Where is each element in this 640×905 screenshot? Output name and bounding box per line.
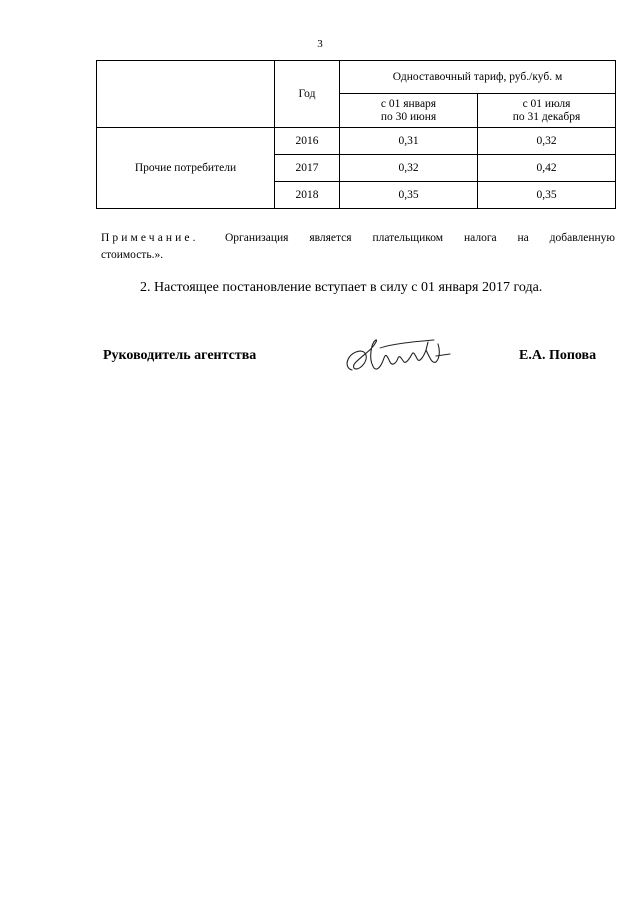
consumer-cell: Прочие потребители: [97, 128, 275, 209]
tariff-cell-period-1: 0,31: [340, 128, 478, 155]
page-number: 3: [317, 38, 323, 50]
period-2-header: [478, 94, 616, 128]
table-row: [97, 128, 616, 155]
tariff-cell-period-2: 0,42: [478, 155, 616, 182]
note-label: Примечание.: [101, 232, 199, 244]
signatory-name: Е.А. Попова: [519, 348, 597, 363]
year-cell: 2016: [275, 128, 340, 155]
year-column-header: Год: [275, 61, 340, 128]
note: [101, 230, 615, 264]
note-line-1: [101, 230, 615, 247]
year-cell: 2017: [275, 155, 340, 182]
tariff-table: [96, 60, 616, 209]
tariff-cell-period-1: 0,35: [340, 182, 478, 209]
note-word: Организация: [225, 232, 289, 244]
period-2-line-2: по 31 декабря: [512, 110, 581, 123]
tariff-cell-period-2: 0,32: [478, 128, 616, 155]
consumer-column-header: [97, 61, 275, 128]
tariff-header: Одноставочный тариф, руб./куб. м: [340, 61, 616, 94]
note-text: [225, 230, 615, 247]
tariff-cell-period-1: 0,32: [340, 155, 478, 182]
note-word: на: [517, 232, 529, 244]
note-word: является: [309, 232, 352, 244]
clause-2: 2. Настоящее постановление вступает в силу с 01 января 2017 года.: [140, 280, 543, 295]
note-line-2: стоимость.».: [101, 249, 164, 261]
period-1-line-1: с 01 января: [380, 97, 437, 110]
period-2-line-1: с 01 июля: [522, 97, 571, 110]
tariff-cell-period-2: 0,35: [478, 182, 616, 209]
note-word: добавленную: [549, 232, 615, 244]
handwritten-signature: [340, 328, 460, 380]
signatory-role: Руководитель агентства: [103, 348, 257, 363]
note-word: плательщиком: [372, 232, 444, 244]
period-1-header: [340, 94, 478, 128]
period-1-line-2: по 30 июня: [380, 110, 437, 123]
note-word: налога: [463, 232, 497, 244]
year-cell: 2018: [275, 182, 340, 209]
